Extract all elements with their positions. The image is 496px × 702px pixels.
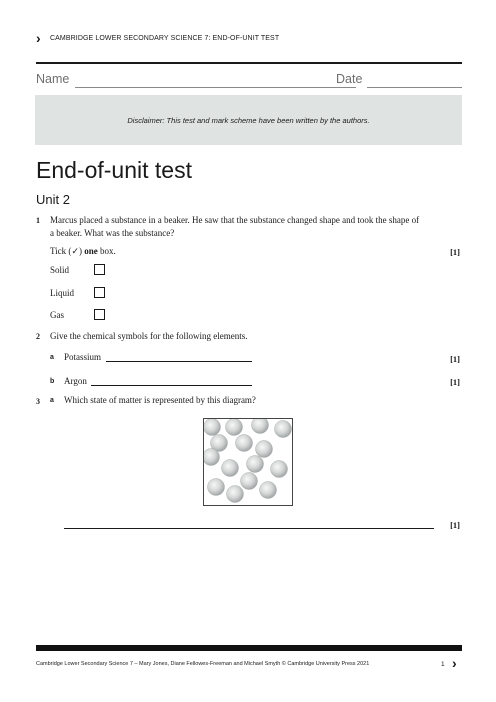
element-name-potassium: Potassium (64, 352, 102, 362)
element-name-argon: Argon (64, 376, 87, 386)
particle (252, 419, 269, 434)
particle (236, 435, 253, 452)
question-instruction: Tick (✓) one box. (50, 246, 116, 256)
unit-heading: Unit 2 (36, 192, 70, 207)
header-title: CAMBRIDGE LOWER SECONDARY SCIENCE 7: END-OF-UNIT TEST (50, 35, 280, 42)
page-title: End-of-unit test (36, 157, 192, 183)
particle (227, 486, 244, 503)
particle (247, 456, 264, 473)
particle (204, 419, 221, 436)
question-text: Which state of matter is represented by this diagram? (64, 395, 256, 405)
marks-label: [1] (450, 377, 460, 387)
checkbox-solid[interactable] (94, 264, 105, 275)
option-label-liquid: Liquid (50, 288, 74, 298)
date-label: Date (336, 72, 363, 86)
footer-credit: Cambridge Lower Secondary Science 7 – Mary Jones, Diane Fellowes-Freeman and Michael Smyth © Cambridge University Press 2021 (36, 661, 370, 667)
name-field[interactable] (75, 87, 356, 88)
particle (204, 449, 220, 466)
tick-icon: ✓ (71, 246, 79, 256)
particle (256, 441, 273, 458)
name-date-row (36, 72, 462, 90)
header-rule (36, 62, 462, 64)
particle-diagram (203, 418, 293, 506)
part-label: a (50, 354, 54, 361)
answer-line-q3[interactable] (64, 528, 434, 529)
footer-rule (36, 645, 462, 651)
particle (226, 419, 243, 436)
answer-line-potassium[interactable] (106, 361, 252, 362)
particle (208, 479, 225, 496)
particle (241, 473, 258, 490)
date-field[interactable] (367, 87, 462, 88)
particle (222, 460, 239, 477)
disclaimer-text: Disclaimer: This test and mark scheme have been written by the authors. (127, 116, 370, 125)
checkbox-liquid[interactable] (94, 287, 105, 298)
particle (271, 461, 288, 478)
question-text: Give the chemical symbols for the following elements. (50, 331, 248, 341)
question-number: 3 (36, 397, 40, 406)
chevron-right-icon: › (36, 30, 41, 46)
marks-label: [1] (450, 354, 460, 364)
option-label-solid: Solid (50, 265, 70, 275)
disclaimer-box (35, 95, 462, 145)
question-number: 2 (36, 332, 40, 341)
question-text-line: Marcus placed a substance in a beaker. He saw that the substance changed shape and took the shape of (50, 215, 420, 225)
particle (260, 482, 277, 499)
particles-svg (204, 419, 292, 505)
marks-label: [1] (450, 247, 460, 257)
particle (275, 421, 292, 438)
part-label: b (50, 378, 55, 385)
option-label-gas: Gas (50, 310, 64, 320)
answer-line-argon[interactable] (91, 385, 252, 386)
checkbox-gas[interactable] (94, 309, 105, 320)
question-text-line: a beaker. What was the substance? (50, 228, 175, 238)
marks-label: [1] (450, 520, 460, 530)
part-label: a (50, 397, 54, 404)
page-header (36, 31, 462, 47)
question-number: 1 (36, 216, 40, 225)
question-text (50, 214, 465, 240)
page-number: 1 (441, 661, 445, 668)
chevron-right-icon: › (452, 655, 457, 671)
name-label: Name (36, 72, 70, 86)
